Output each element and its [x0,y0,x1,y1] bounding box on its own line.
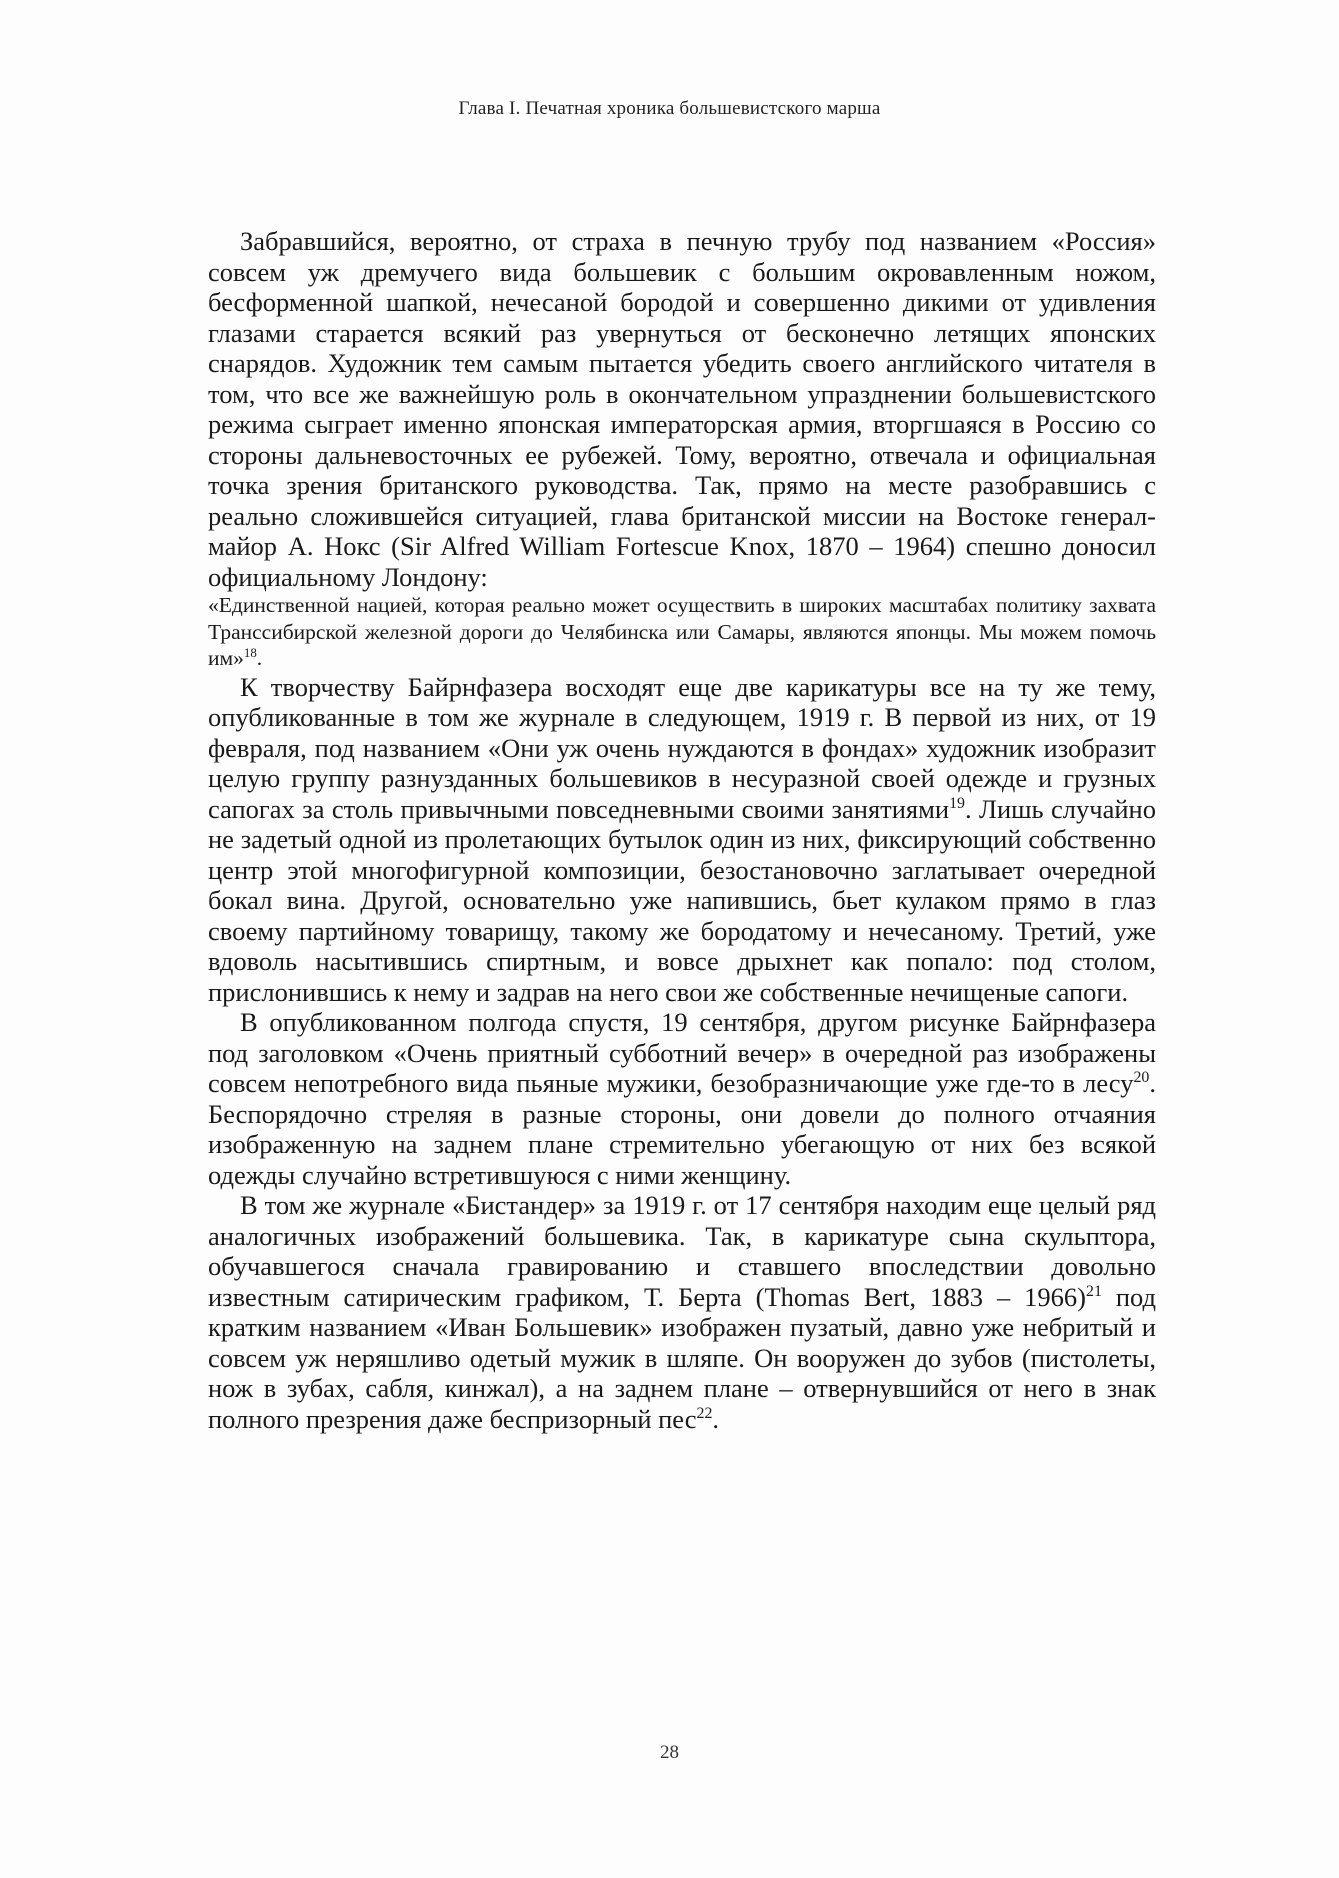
footnote-ref-18: 18 [243,645,257,660]
quote-text: «Единственной нацией, которая реально может осуществить в широких масштабах политику захвата Транссибирской железной дороги до Челябинска или Самары, являются японцы. Мы можем помочь им» [208,593,1156,670]
footnote-ref-21: 21 [1086,1282,1102,1300]
paragraph-4-part-c: . [712,1403,720,1434]
paragraph-3 [208,1007,1156,1190]
paragraph-3-part-a: В опубликованном полгода спустя, 19 сентября, другом рисунке Байрнфазера под заголовком «Очень приятный субботний вечер» в очередной раз изображены совсем непотребного вида пьяные мужики, безобразничающие уже где-то в лесу [208,1007,1156,1098]
paragraph-2-part-a: К творчеству Байрнфазера восходят еще две карикатуры все на ту же тему, опубликованные в том же журнале в следующем, 1919 г. В первой из них, от 19 февраля, под названием «Они уж очень нуждаются в фондах» художник изобразит целую группу разнузданных большевиков в несуразной своей одежде и грузных сапогах за столь привычными повседневными своими занятиями [208,671,1156,824]
block-quote: «Единственной нацией, которая реально может осуществить в широких масштабах политику захвата Транссибирской железной дороги до Челябинска или Самары, являются японцы. Мы можем помочь им»$^{18}$. [208,593,1156,670]
paragraph-4-part-a: В том же журнале «Бистандер» за 1919 г. от 17 сентября находим еще целый ряд аналогичных изображений большевика. Так, в карикатуре сына скульптора, обучавшегося сначала гравированию и ставшего впоследствии довольно известным сатирическим графиком, Т. Берта (Thomas Bert, 1883 – 1966) [208,1190,1156,1312]
paragraph-2-part-b: . Лишь случайно не задетый одной из пролетающих бутылок один из них, фиксирующий собственно центр этой многофигурной композиции, безостановочно заглатывает очередной бокал вина. Другой, основательно уже напившись, бьет кулаком прямо в глаз своему партийному товарищу, такому же бородатому и нечесаному. Третий, уже вдоволь насытившись спиртным, и вовсе дрыхнет как попало: под столом, прислонившись к нему и задрав на него свои же собственные нечищеные сапоги. [208,793,1156,1007]
paragraph-4 [208,1190,1156,1434]
page-number: 28 [660,1742,679,1763]
footnote-ref-19: 19 [949,794,965,812]
footnote-ref-20: 20 [1133,1069,1150,1087]
paragraph-1: Забравшийся, вероятно, от страха в печную трубу под названием «Россия» совсем уж дремучего вида большевик с большим окровавленным ножом, бесформенной шапкой, нечесаной бородой и совершенно дикими от удивления глазами старается всякий раз увернуться от бесконечно летящих японских снарядов. Художник тем самым пытается убедить своего английского читателя в том, что все же важнейшую роль в окончательном упразднении большевистского режима сыграет именно японская императорская армия, вторгшаяся в Россию со стороны дальневосточных ее рубежей. Тому, вероятно, отвечала и официальная точка зрения британского руководства. Так, прямо на месте разобравшись с реально сложившейся ситуацией, глава британской миссии на Востоке генерал-майор А. Нокс (Sir Alfred William Fortescue Knox, 1870 – 1964) спешно доносил официальному Лондону: [208,226,1156,592]
body-text [208,226,1156,1434]
running-head: Глава I. Печатная хроника большевистского марша [458,98,881,119]
paragraph-2 [208,672,1156,1008]
paragraph-4-part-b: под кратким названием «Иван Большевик» изображен пузатый, давно уже небритый и совсем уж неряшливо одетый мужик в шляпе. Он вооружен до зубов (пистолеты, нож в зубах, сабля, кинжал), а на заднем плане – отвернувшийся от него в знак полного презрения даже беспризорный пес [208,1281,1157,1434]
paragraph-3-part-b: . Беспорядочно стреляя в разные стороны, они довели до полного отчаяния изображенную на заднем плане стремительно убегающую от них без всякой одежды случайно встретившуюся с ними женщину. [208,1068,1156,1190]
footnote-ref-22: 22 [696,1404,713,1422]
